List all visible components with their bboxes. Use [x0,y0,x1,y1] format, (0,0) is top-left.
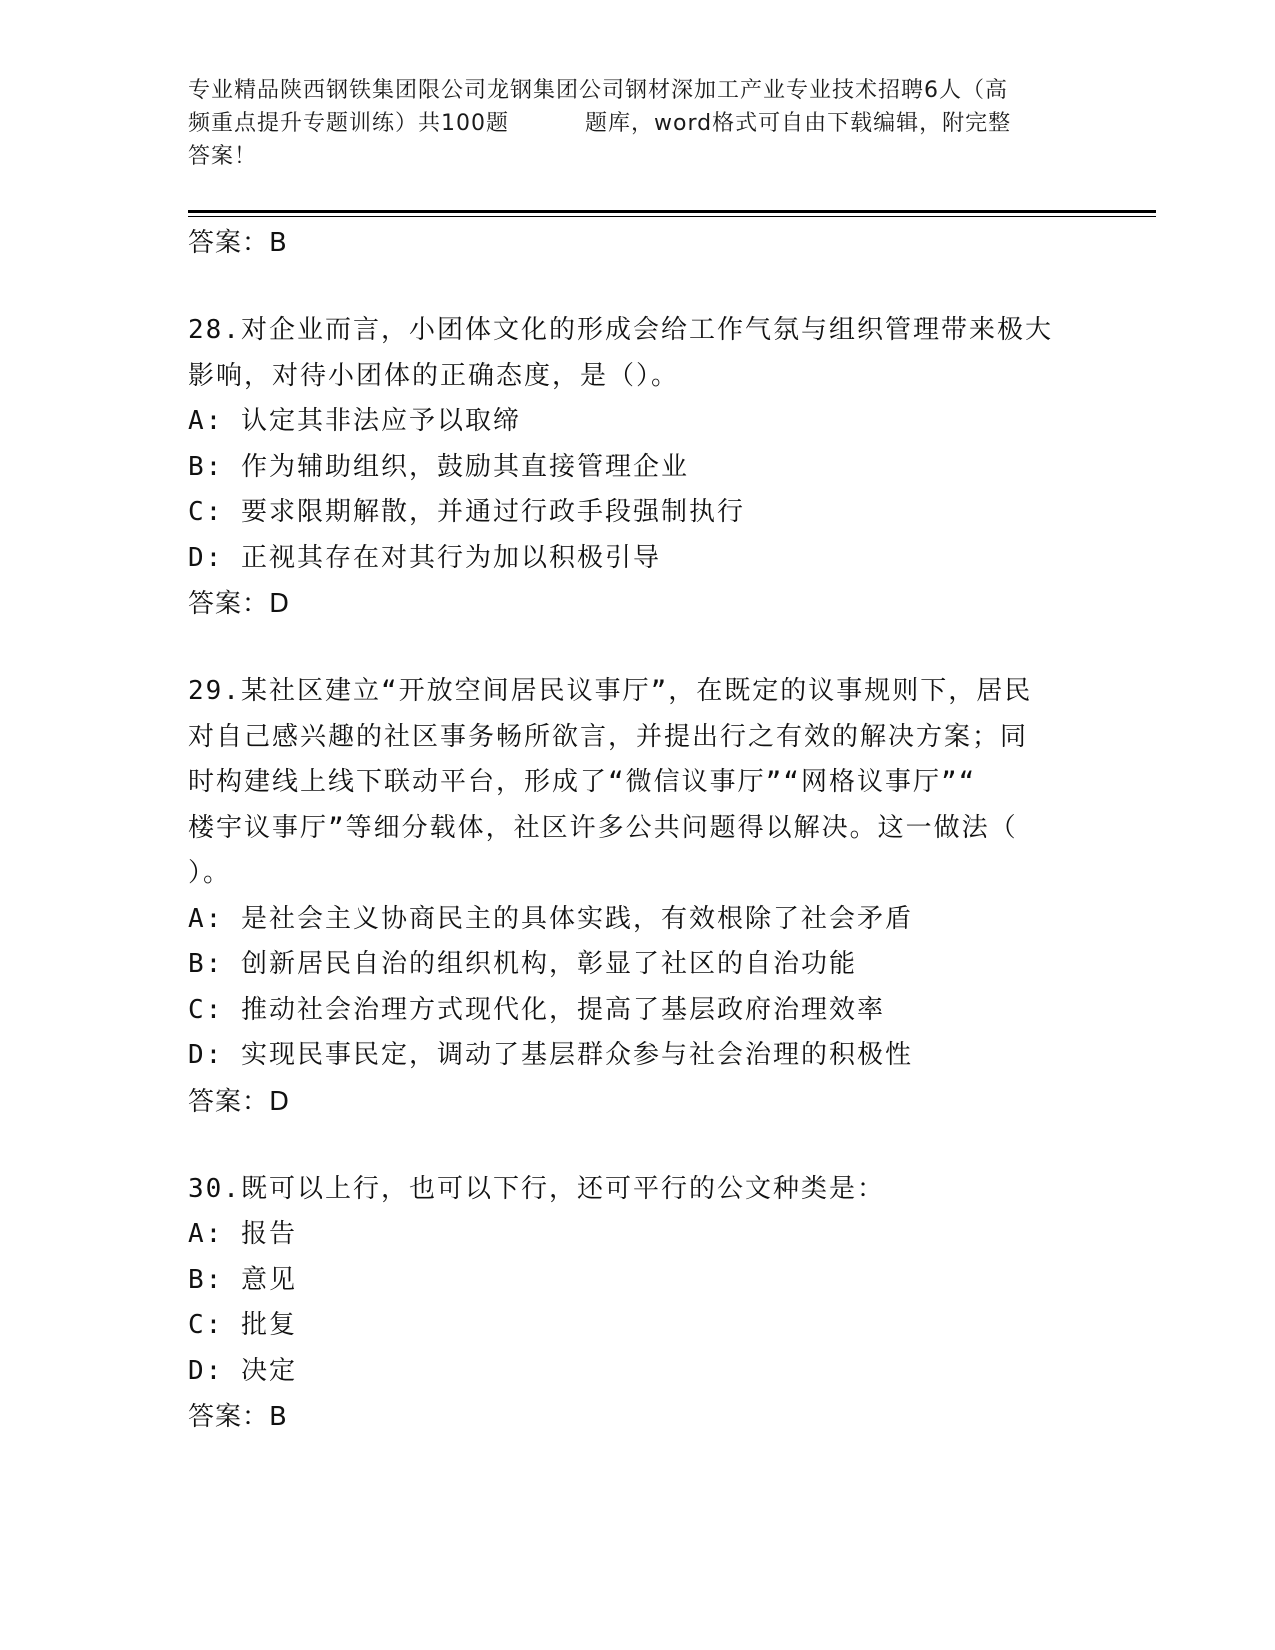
question-30 [188,1167,1088,1441]
question-stem-line: 30.既可以上行，也可以下行，还可平行的公文种类是： [188,1173,885,1204]
question-content [188,220,1088,1440]
question-28 [188,308,1088,627]
header-line-2-part-b: 题库，word格式可自由下载编辑，附完整 [585,111,1012,136]
question-stem-line: 时构建线上线下联动平台，形成了“微信议事厅”“网格议事厅”“ [188,767,977,797]
option-c: C: 要求限期解散，并通过行政手段强制执行 [188,497,745,527]
option-a: A: 认定其非法应予以取缔 [188,406,521,436]
header-line-1: 专业精品陕西钢铁集团限公司龙钢集团公司钢材深加工产业专业技术招聘6人（高 [188,78,1008,103]
question-stem-line: 影响，对待小团体的正确态度，是（）。 [188,360,680,391]
question-29 [188,669,1088,1125]
option-a: A: 报告 [188,1219,297,1249]
header-line-2-part-a: 频重点提升专题训练）共100题 [188,111,509,136]
question-stem-line: 对自己感兴趣的社区事务畅所欲言，并提出行之有效的解决方案；同 [188,721,1029,752]
previous-answer: 答案：B [188,228,288,258]
question-stem-line: 29.某社区建立“开放空间居民议事厅”，在既定的议事规则下，居民 [188,676,1033,706]
option-d: D: 决定 [188,1355,297,1386]
document-header [188,74,1088,173]
header-divider-thin [188,216,1156,217]
option-b: B: 创新居民自治的组织机构，彰显了社区的自治功能 [188,949,857,979]
header-line-3: 答案！ [188,144,258,169]
option-b: B: 意见 [188,1264,297,1295]
answer: 答案：B [188,1402,288,1432]
option-d: D: 正视其存在对其行为加以积极引导 [188,542,661,573]
question-stem-line: 28.对企业而言，小团体文化的形成会给工作气氛与组织管理带来极大 [188,315,1053,345]
header-line-2 [188,107,1088,140]
option-b: B: 作为辅助组织，鼓励其直接管理企业 [188,451,689,482]
option-c: C: 批复 [188,1310,297,1340]
answer: 答案：D [188,589,291,619]
answer: 答案：D [188,1086,291,1117]
question-stem-line: ）。 [188,858,232,888]
header-divider-thick [188,210,1156,213]
option-c: C: 推动社会治理方式现代化，提高了基层政府治理效率 [188,994,885,1025]
option-d: D: 实现民事民定，调动了基层群众参与社会治理的积极性 [188,1040,913,1070]
question-stem-line: 楼宇议事厅”等细分载体，社区许多公共问题得以解决。这一做法（ [188,812,1018,843]
option-a: A: 是社会主义协商民主的具体实践，有效根除了社会矛盾 [188,903,913,934]
